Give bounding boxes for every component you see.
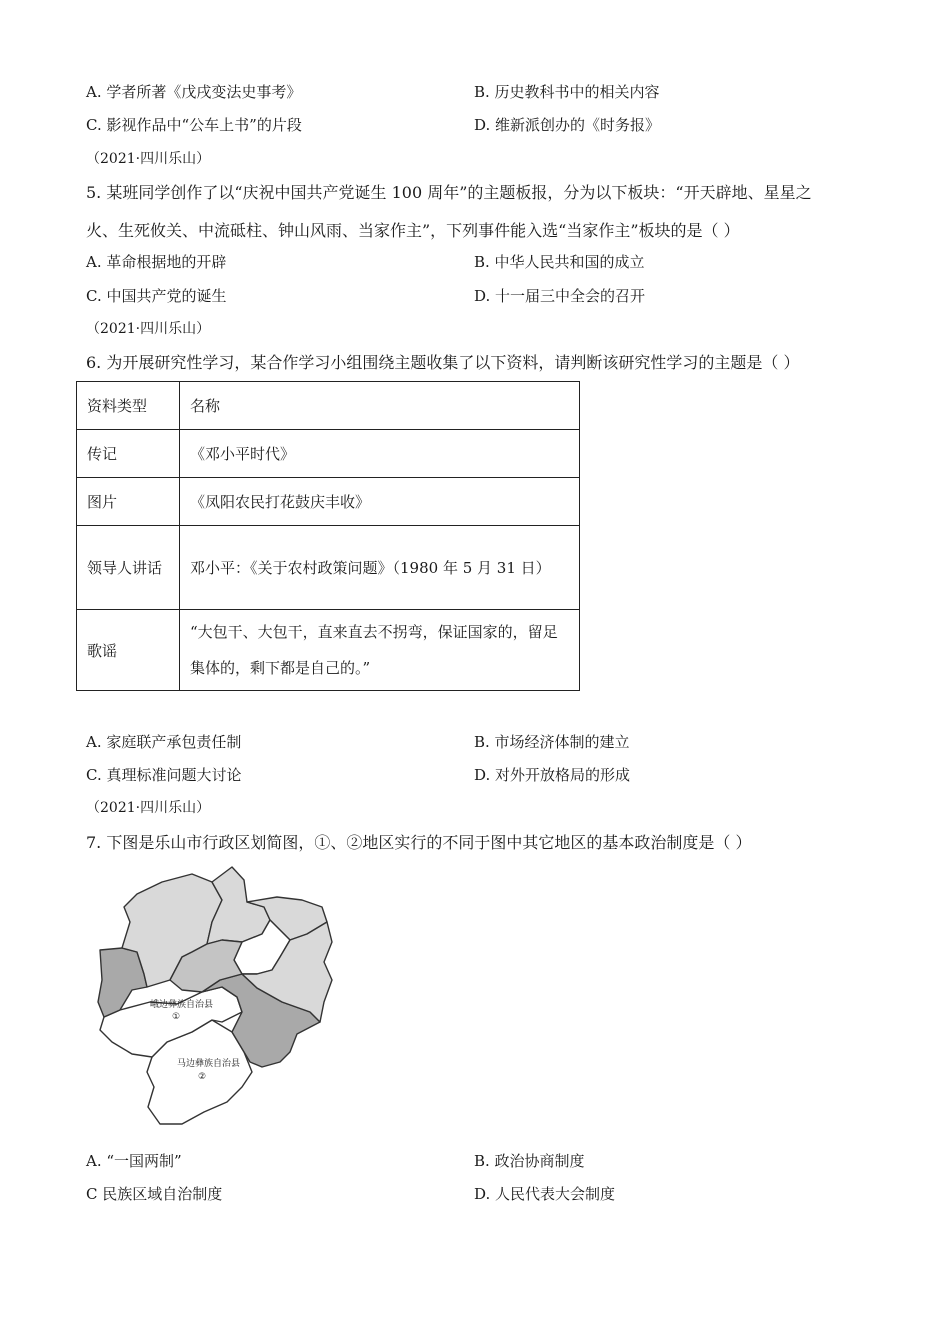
table-cell: 邓小平：《关于农村政策问题》（1980 年 5 月 31 日） — [180, 526, 580, 610]
q5-stem-line1: 5. 某班同学创作了以“庆祝中国共产党诞生 100 周年”的主题板报，分为以下板块：“开天辟地、星星之 — [86, 183, 812, 202]
map-mark-1: ① — [172, 1012, 181, 1022]
q5-option-d: D. 十一届三中全会的召开 — [474, 287, 646, 305]
materials-table — [76, 381, 580, 691]
q6-stem: 6. 为开展研究性学习，某合作学习小组围绕主题收集了以下资料，请判断该研究性学习的主题是（ ） — [86, 353, 800, 372]
table-header-name: 名称 — [180, 382, 580, 430]
q5-option-a: A. 革命根据地的开辟 — [86, 253, 227, 271]
table-header-row — [77, 382, 580, 430]
table-cell: 传记 — [77, 430, 180, 478]
q4-option-c: C. 影视作品中“公车上书”的片段 — [86, 116, 302, 134]
table-row — [77, 526, 580, 610]
q5-option-b: B. 中华人民共和国的成立 — [474, 253, 645, 271]
q7-option-b: B. 政治协商制度 — [474, 1152, 585, 1170]
q6-source: （2021·四川乐山） — [86, 321, 211, 337]
q5-stem-line2: 火、生死攸关、中流砥柱、钟山风雨、当家作主”，下列事件能入选“当家作主”板块的是（ ） — [86, 221, 740, 240]
table-header-type: 资料类型 — [77, 382, 180, 430]
q7-source: （2021·四川乐山） — [86, 800, 211, 816]
q7-option-d: D. 人民代表大会制度 — [474, 1185, 616, 1203]
map-label-ebian: 峨边彝族自治县 — [150, 1000, 214, 1010]
map-mark-2: ② — [198, 1072, 207, 1082]
table-cell: “大包干、大包干，直来直去不拐弯，保证国家的，留足集体的，剩下都是自己的。” — [180, 610, 580, 691]
table-cell: 《邓小平时代》 — [180, 430, 580, 478]
table-row — [77, 610, 580, 691]
map-label-mabian: 马边彝族自治县 — [177, 1059, 241, 1069]
leshan-admin-map — [92, 862, 342, 1132]
q6-option-d: D. 对外开放格局的形成 — [474, 766, 631, 784]
table-cell: 图片 — [77, 478, 180, 526]
q4-option-b: B. 历史教科书中的相关内容 — [474, 83, 660, 101]
q5-source: （2021·四川乐山） — [86, 151, 211, 167]
q6-option-a: A. 家庭联产承包责任制 — [86, 733, 242, 751]
q6-option-b: B. 市场经济体制的建立 — [474, 733, 630, 751]
q7-option-c: C 民族区域自治制度 — [86, 1185, 223, 1203]
q7-stem: 7. 下图是乐山市行政区划简图，①、②地区实行的不同于图中其它地区的基本政治制度是（ ） — [86, 833, 752, 852]
table-row — [77, 478, 580, 526]
table-cell: 歌谣 — [77, 610, 180, 691]
table-cell: 领导人讲话 — [77, 526, 180, 610]
q4-option-a: A. 学者所著《戊戌变法史事考》 — [86, 83, 302, 101]
table-row — [77, 430, 580, 478]
q6-option-c: C. 真理标准问题大讨论 — [86, 766, 242, 784]
q5-option-c: C. 中国共产党的诞生 — [86, 287, 227, 305]
table-cell: 《凤阳农民打花鼓庆丰收》 — [180, 478, 580, 526]
q7-option-a: A. “一国两制” — [86, 1152, 182, 1170]
q4-option-d: D. 维新派创办的《时务报》 — [474, 116, 661, 134]
